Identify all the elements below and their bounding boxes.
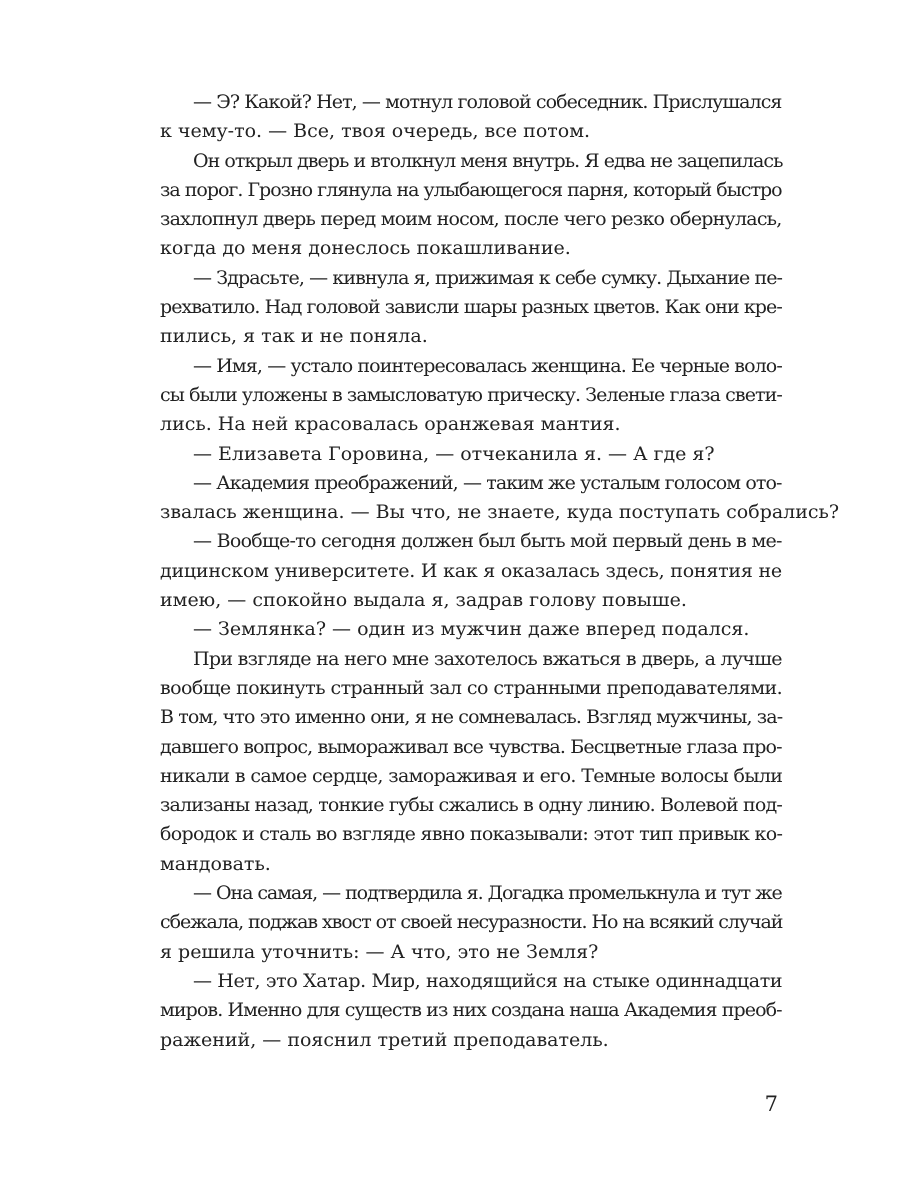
text-line: пились, я так и не поняла.	[160, 325, 428, 348]
text-line: лись. На ней красовалась оранжевая мантия.	[160, 413, 621, 436]
text-line: давшего вопрос, вымораживал все чувства. Бесцветные глаза про-	[160, 735, 782, 758]
text-line: рехватило. Над головой зависли шары разных цветов. Как они кре-	[160, 296, 782, 319]
text-line: При взгляде на него мне захотелось вжаться в дверь, а лучше	[193, 647, 782, 670]
text-line: миров. Именно для существ из них создана наша Академия преоб-	[160, 999, 782, 1022]
text-line: сбежала, поджав хвост от своей несуразности. Но на всякий случай	[160, 911, 783, 934]
text-line: — Она самая, — подтвердила я. Догадка промелькнула и тут же	[193, 882, 782, 905]
text-line: имею, — спокойно выдала я, задрав голову повыше.	[160, 589, 687, 612]
text-line: — Нет, это Хатар. Мир, находящийся на стыке одиннадцати	[193, 969, 783, 992]
text-line: бородок и сталь во взгляде явно показывали: этот тип привык ко-	[160, 823, 783, 846]
text-line: я решила уточнить: — А что, это не Земля?	[160, 940, 599, 963]
text-line: когда до меня донеслось покашливание.	[160, 237, 571, 260]
text-line: вообще покинуть странный зал со странными преподавателями.	[160, 676, 783, 699]
text-line: — Э? Какой? Нет, — мотнул головой собеседник. Прислушался	[193, 91, 782, 113]
text-line: за порог. Грозно глянула на улыбающегося парня, который быстро	[160, 178, 782, 201]
text-line: — Землянка? — один из мужчин даже вперед подался.	[193, 618, 750, 641]
text-line: В том, что это именно они, я не сомневалась. Взгляд мужчины, за-	[160, 706, 783, 729]
text-line: к чему-то. — Все, твоя очередь, все потом.	[160, 120, 591, 143]
text-line: — Академия преображений, — таким же усталым голосом ото-	[193, 471, 782, 494]
text-line: — Здрасьте, — кивнула я, прижимая к себе сумку. Дыхание пе-	[193, 266, 783, 289]
text-line: — Вообще-то сегодня должен был быть мой первый день в ме-	[193, 530, 782, 553]
text-line: — Имя, — устало поинтересовалась женщина. Ее черные воло-	[193, 354, 782, 377]
text-line: звалась женщина. — Вы что, не знаете, куда поступать собрались?	[160, 501, 840, 524]
text-line: захлопнул дверь перед моим носом, после чего резко обернулась,	[160, 208, 782, 231]
text-line: ражений, — пояснил третий преподаватель.	[160, 1028, 609, 1051]
text-line: мандовать.	[160, 852, 271, 875]
text-line: дицинском университете. И как я оказалась здесь, понятия не	[160, 559, 782, 582]
text-line: — Елизавета Горовина, — отчеканила я. — А где я?	[193, 442, 715, 465]
text-line: сы были уложены в замысловатую прическу. Зеленые глаза свети-	[160, 383, 782, 406]
text-line: зализаны назад, тонкие губы сжались в одну линию. Волевой под-	[160, 794, 782, 817]
text-line: Он открыл дверь и втолкнул меня внутрь. Я едва не зацепилась	[193, 149, 783, 172]
page-number: 7	[764, 1092, 778, 1116]
text-line: никали в самое сердце, замораживая и его. Темные волосы были	[160, 764, 783, 787]
page-text	[160, 88, 840, 1055]
